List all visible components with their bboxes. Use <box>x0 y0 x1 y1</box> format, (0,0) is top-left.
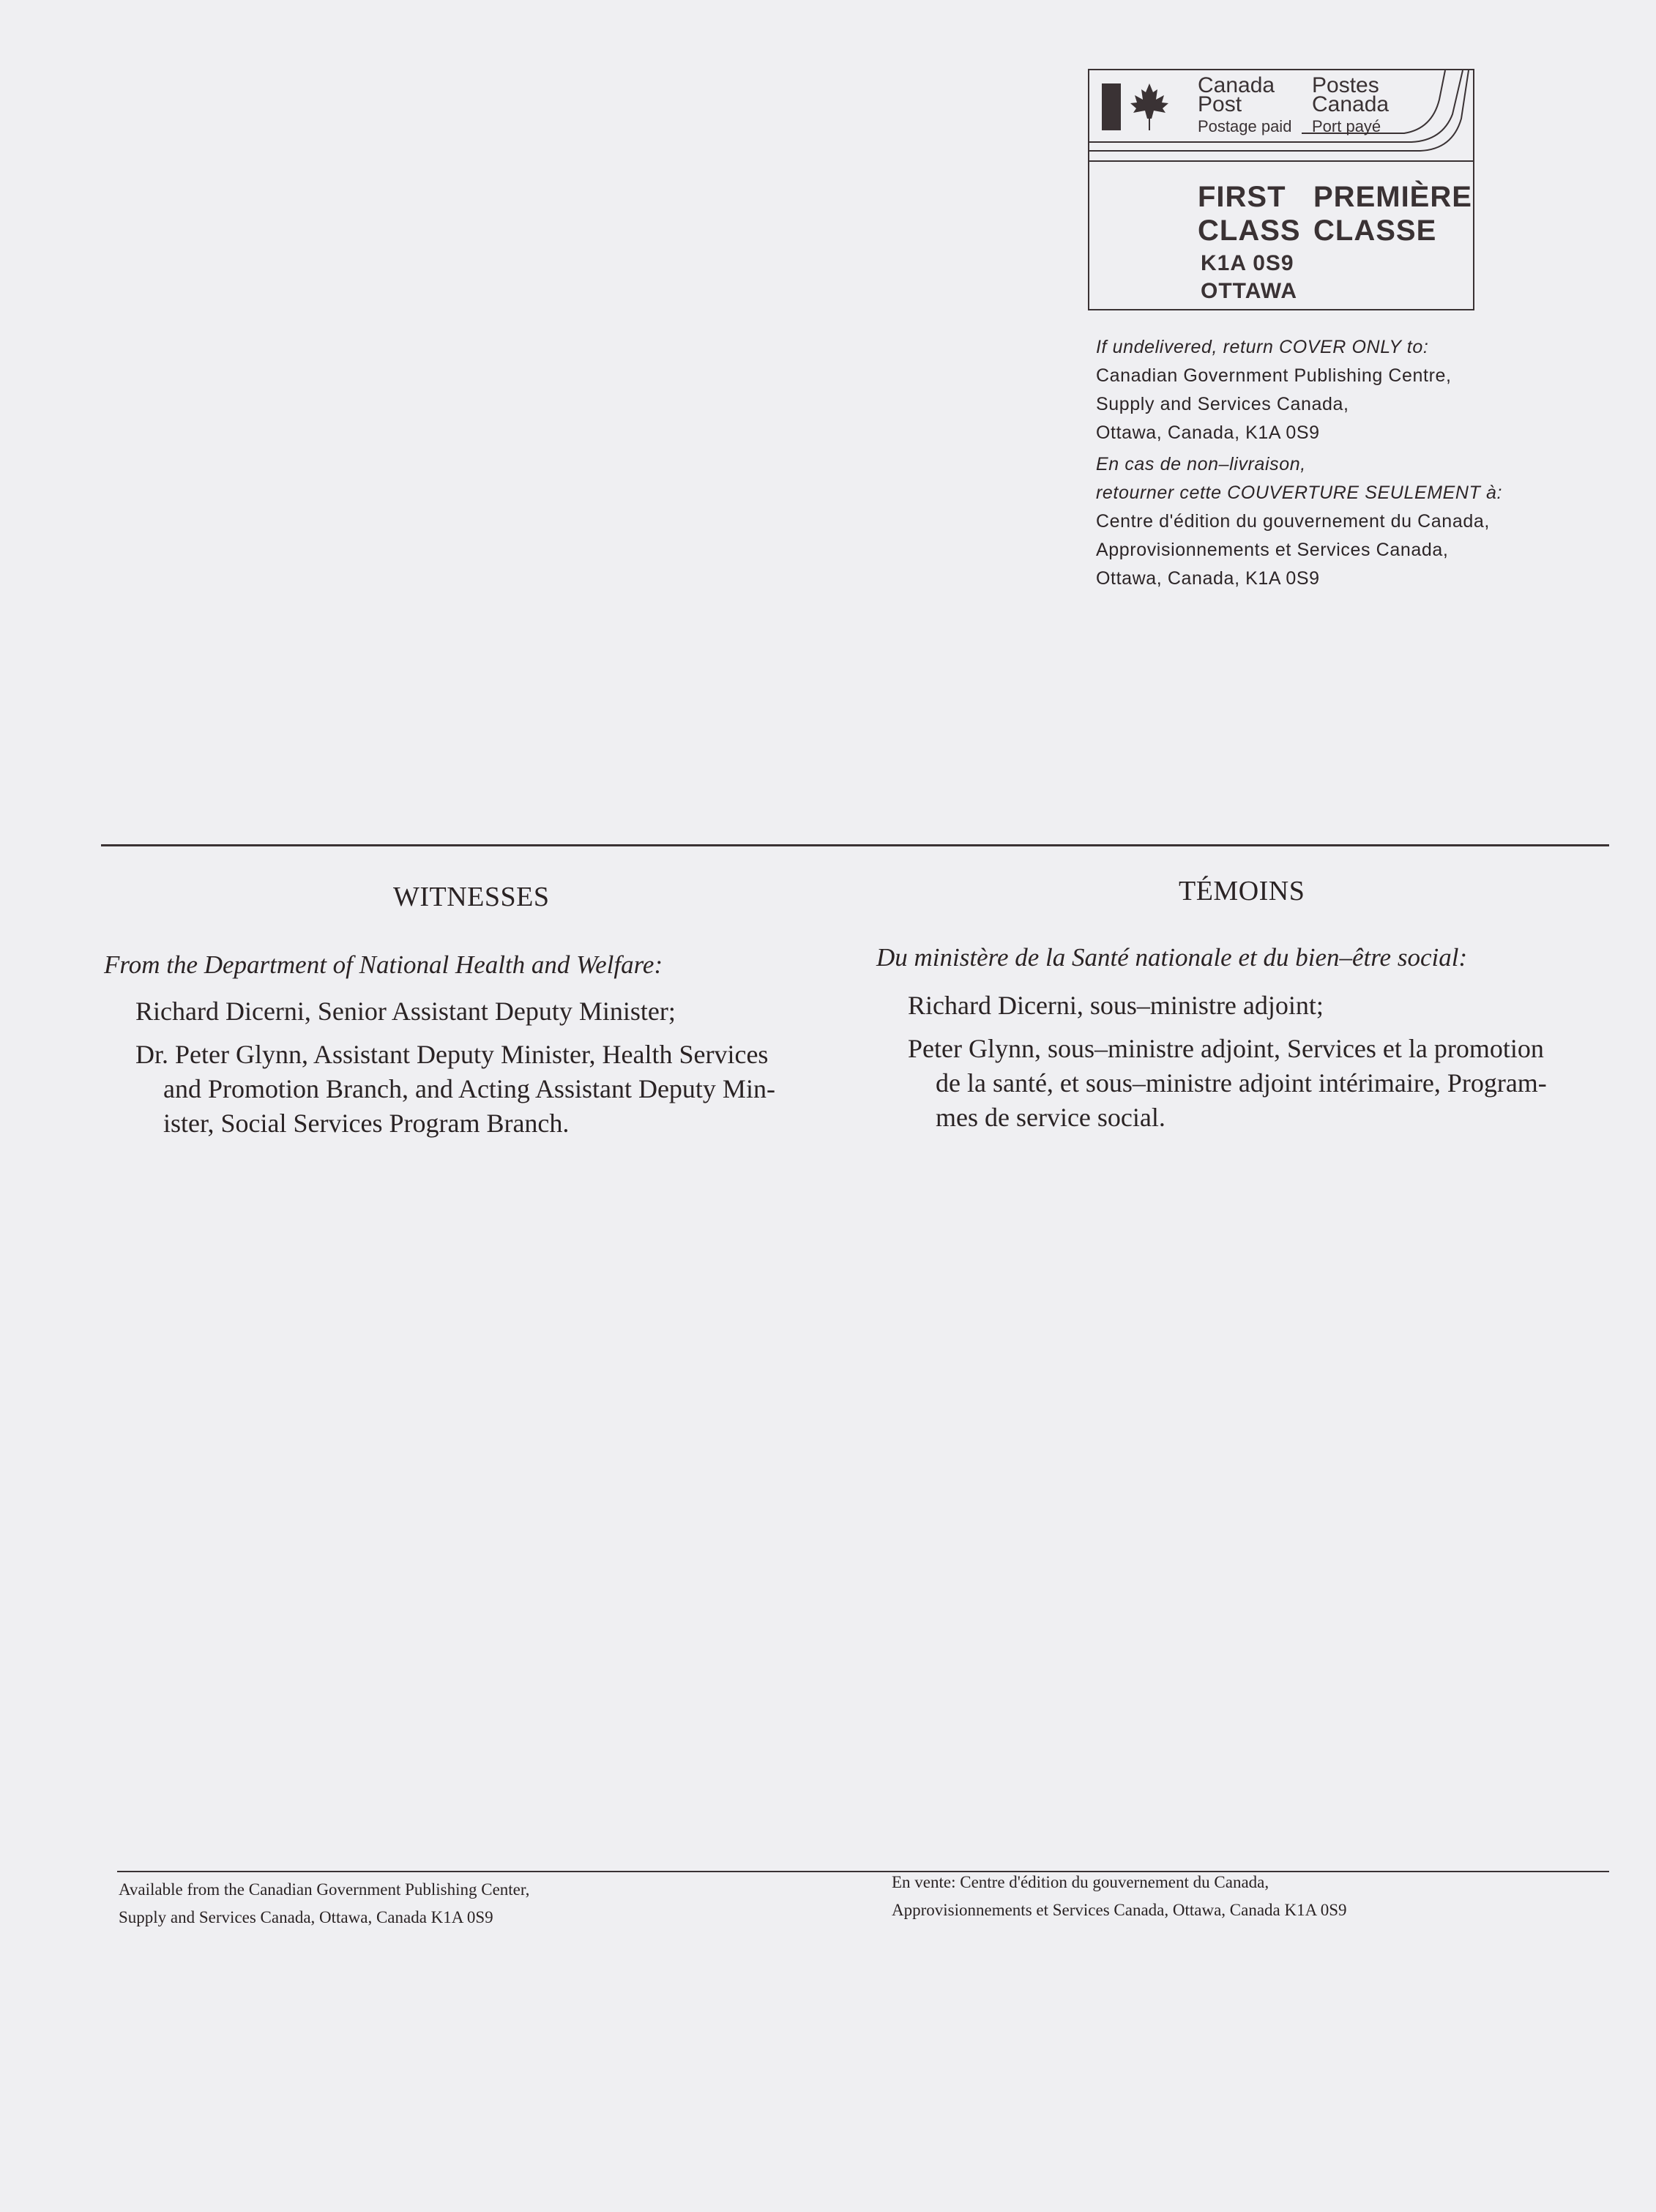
return-fr-line3: Centre d'édition du gouvernement du Canada, <box>1096 511 1490 532</box>
witness-entry-en-2 <box>135 1038 875 1141</box>
return-fr-line5: Ottawa, Canada, K1A 0S9 <box>1096 568 1320 589</box>
premiere-label: PREMIÈRE <box>1313 181 1472 213</box>
return-address <box>1096 333 1502 593</box>
class-label: CLASS <box>1198 215 1301 247</box>
witness-list-fr <box>908 988 1640 1135</box>
return-fr-line1: En cas de non–livraison, <box>1096 454 1306 474</box>
witnesses-heading: WITNESSES <box>393 882 550 912</box>
postal-code: K1A 0S9 <box>1201 251 1294 275</box>
witness-entry-en-1: Richard Dicerni, Senior Assistant Deputy Minister; <box>135 997 676 1026</box>
return-en-line2: Canadian Government Publishing Centre, <box>1096 365 1452 386</box>
footer-fr <box>892 1869 1347 1924</box>
return-fr-line4: Approvisionnements et Services Canada, <box>1096 540 1449 560</box>
return-en-line4: Ottawa, Canada, K1A 0S9 <box>1096 422 1320 443</box>
canada-label: Canada <box>1198 73 1275 97</box>
canada-fr-label: Canada <box>1312 92 1390 116</box>
indicia-curves <box>1089 70 1473 187</box>
return-en-line1: If undelivered, return COVER ONLY to: <box>1096 337 1429 357</box>
classe-label: CLASSE <box>1313 215 1437 247</box>
port-paye-label: Port payé <box>1312 117 1381 135</box>
postes-label: Postes <box>1312 73 1379 97</box>
footer-divider <box>117 1871 1609 1872</box>
witness-entry-fr-2-line1: Peter Glynn, sous–ministre adjoint, Services et la promotion <box>908 1034 1544 1063</box>
city: OTTAWA <box>1201 279 1298 303</box>
witness-entry-fr-2 <box>908 1032 1640 1135</box>
witness-entry-fr-1: Richard Dicerni, sous–ministre adjoint; <box>908 991 1324 1020</box>
witness-entry-fr-2-line2: de la santé, et sous–ministre adjoint intérimaire, Program- <box>936 1068 1547 1098</box>
return-fr-line2: retourner cette COUVERTURE SEULEMENT à: <box>1096 483 1503 503</box>
footer-fr-line1: En vente: Centre d'édition du gouvernement du Canada, <box>892 1873 1269 1891</box>
department-fr: Du ministère de la Santé nationale et du bien–être social: <box>876 943 1468 972</box>
post-label: Post <box>1198 92 1242 116</box>
section-divider <box>101 844 1609 846</box>
postage-paid-label: Postage paid <box>1198 117 1292 135</box>
footer-en-line1: Available from the Canadian Government Publishing Center, <box>119 1880 530 1899</box>
footer-fr-line2: Approvisionnements et Services Canada, Ottawa, Canada K1A 0S9 <box>892 1901 1347 1919</box>
witness-entry-fr-2-line3: mes de service social. <box>936 1103 1165 1132</box>
return-en-line3: Supply and Services Canada, <box>1096 394 1349 414</box>
witness-entry-en-2-line1: Dr. Peter Glynn, Assistant Deputy Minister, Health Services <box>135 1040 769 1069</box>
footer-en-line2: Supply and Services Canada, Ottawa, Canada K1A 0S9 <box>119 1908 493 1926</box>
footer-en <box>119 1876 529 1932</box>
first-class-label: FIRST <box>1198 181 1286 213</box>
witness-entry-en-2-line3: ister, Social Services Program Branch. <box>163 1109 570 1138</box>
witness-entry-en-2-line2: and Promotion Branch, and Acting Assistant Deputy Min- <box>163 1074 775 1103</box>
temoins-heading: TÉMOINS <box>1179 876 1305 906</box>
postage-indicia <box>1088 69 1474 310</box>
department-en: From the Department of National Health and Welfare: <box>104 950 663 979</box>
witness-list-en <box>135 994 875 1141</box>
